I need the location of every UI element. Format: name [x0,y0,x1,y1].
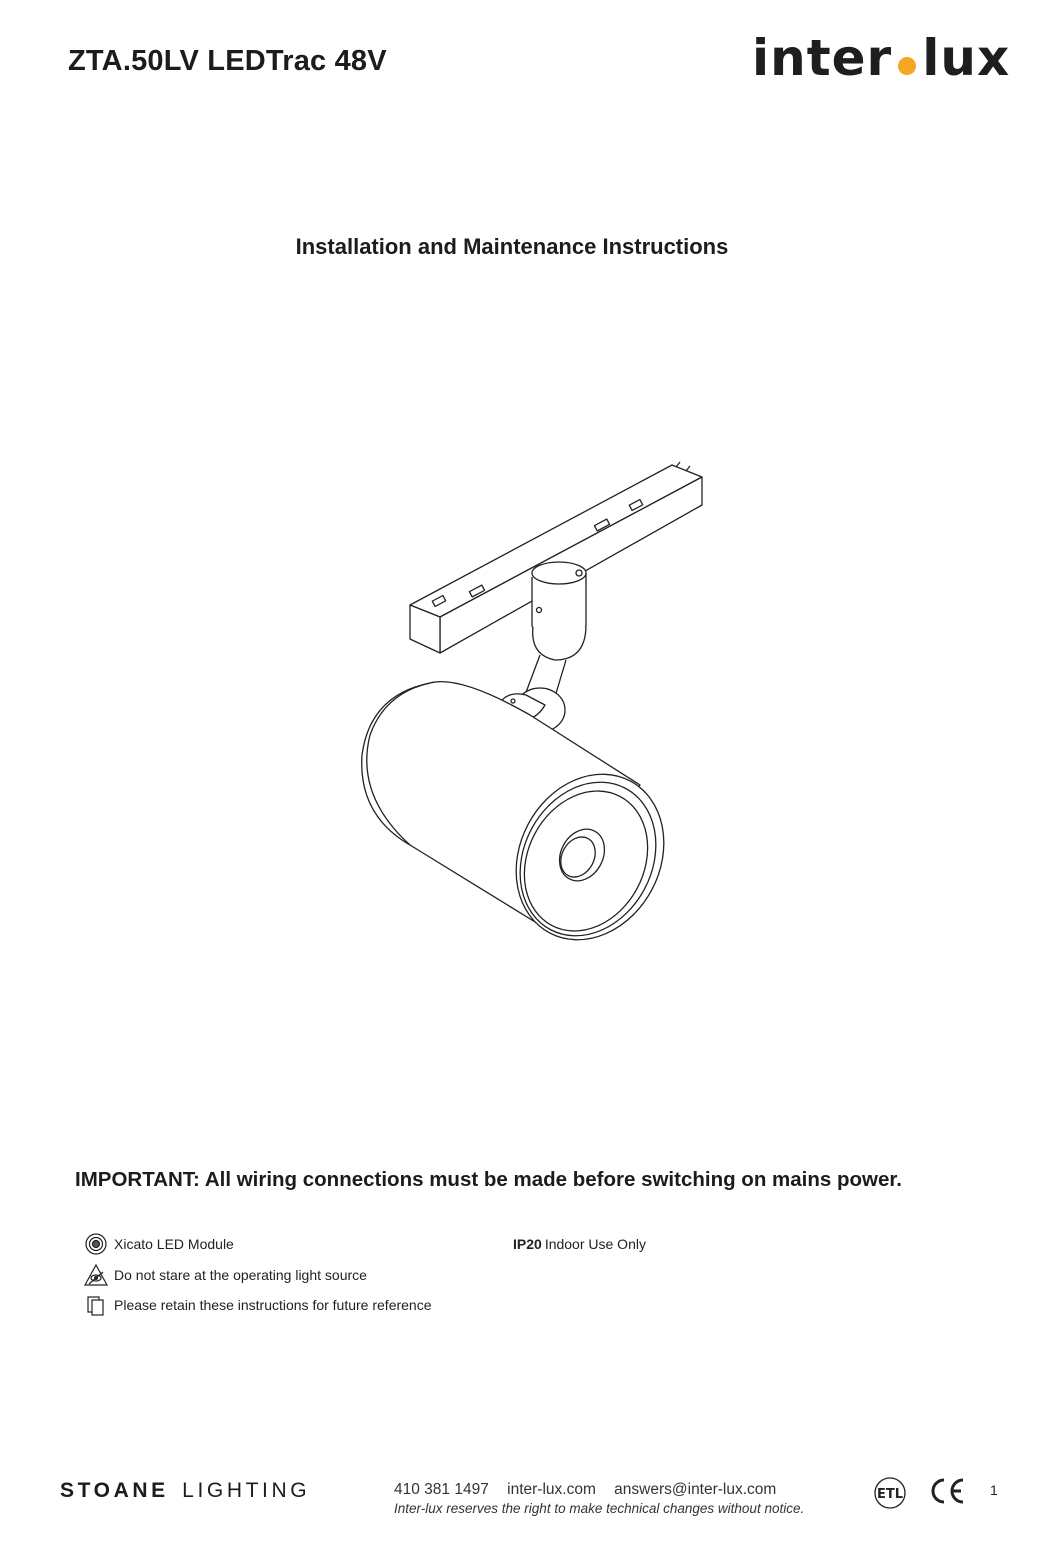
footer-brand-bold: STOANE [60,1479,169,1502]
note-led-module [84,1232,234,1256]
note-text: Please retain these instructions for future reference [114,1297,432,1313]
ip-code: IP20 [513,1236,542,1252]
important-notice: IMPORTANT: All wiring connections must be made before switching on mains power. [75,1168,902,1191]
website-link[interactable]: inter-lux.com [507,1481,596,1498]
logo-dot-icon [898,57,916,75]
product-title: ZTA.50LV LEDTrac 48V [68,45,387,77]
document-title: Installation and Maintenance Instructions [295,234,729,259]
led-module-icon [84,1232,108,1256]
track-spotlight-illustration [330,455,730,965]
logo-text-right: lux [922,29,1011,87]
ce-certification-icon [928,1476,968,1506]
ip-text: Indoor Use Only [544,1236,646,1252]
phone-number: 410 381 1497 [394,1481,489,1498]
note-text: Do not stare at the operating light source [114,1267,367,1283]
contact-line [394,1481,790,1499]
page-number: 1 [990,1482,998,1498]
note-retain-instructions [84,1293,432,1317]
footer-brand-light: LIGHTING [182,1479,311,1502]
logo-text-left: inter [752,29,893,87]
etl-certification-icon [871,1476,909,1510]
note-do-not-stare [84,1263,367,1287]
svg-text:ETL: ETL [876,1487,904,1502]
do-not-stare-icon [84,1263,108,1287]
note-text: Xicato LED Module [114,1236,234,1252]
retain-instructions-icon [84,1293,108,1317]
stoane-lighting-logo [60,1479,310,1503]
inter-lux-logo [752,30,1010,86]
email-link[interactable]: answers@inter-lux.com [614,1481,777,1498]
ip-rating-note [513,1236,646,1252]
disclaimer: Inter-lux reserves the right to make technical changes without notice. [394,1501,805,1516]
